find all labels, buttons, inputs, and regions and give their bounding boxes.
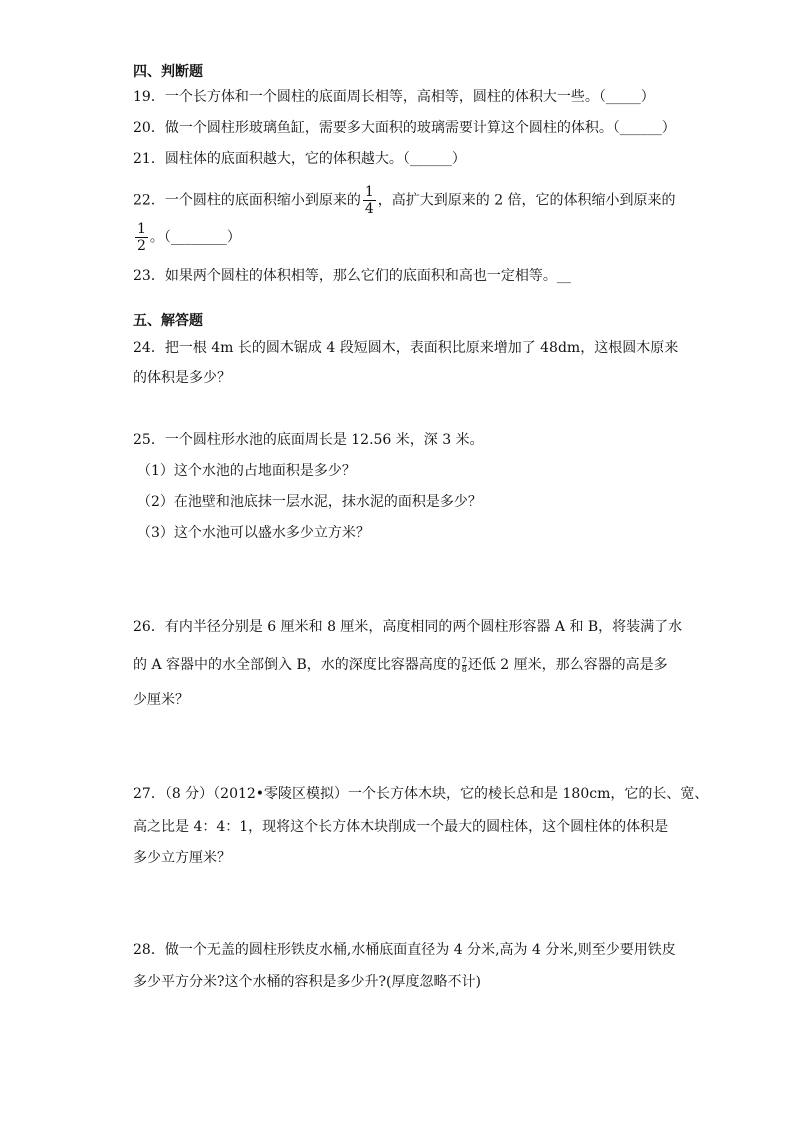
question-22-line1 — [133, 185, 676, 216]
fraction-numerator: 7 — [461, 655, 467, 665]
fraction-denominator: 4 — [364, 201, 374, 217]
section-5-title: 五、解答题 — [133, 313, 203, 329]
question-23: 23．如果两个圆柱的体积相等，那么它们的底面积和高也一定相等。__ — [133, 268, 571, 284]
fraction-seven-eighths — [462, 657, 467, 674]
question-22-text-a: 22．一个圆柱的底面积缩小到原来的 — [133, 192, 361, 209]
fraction-one-half — [135, 222, 148, 253]
fraction-numerator: 1 — [364, 184, 374, 200]
question-28-line1: 28．做一个无盖的圆柱形铁皮水桶,水桶底面直径为 4 分米,高为 4 分米,则至少要用铁皮 — [133, 942, 676, 958]
question-26-line1: 26．有内半径分别是 6 厘米和 8 厘米，高度相同的两个圆柱形容器 A 和 B，将装满了水 — [133, 619, 683, 635]
question-26-text-a: 的 A 容器中的水全部倒入 B，水的深度比容器高度的 — [133, 657, 461, 673]
question-21: 21．圆柱体的底面积越大，它的体积越大。（______） — [133, 151, 466, 167]
question-22-text-c: 。（________） — [149, 229, 241, 246]
question-25-sub2: （2）在池壁和池底抹一层水泥，抹水泥的面积是多少？ — [137, 494, 482, 510]
fraction-one-quarter — [363, 185, 376, 216]
question-25-sub1: （1）这个水池的占地面积是多少？ — [137, 463, 356, 479]
question-19: 19．一个长方体和一个圆柱的底面周长相等，高相等，圆柱的体积大一些。（_____） — [133, 89, 655, 105]
question-24-line2: 的体积是多少？ — [133, 370, 231, 386]
question-25-sub3: （3）这个水池可以盛水多少立方米？ — [137, 525, 370, 541]
question-26-line3: 少厘米？ — [133, 692, 189, 708]
question-27-line2: 高之比是 4：4：1，现将这个长方体木块削成一个最大的圆柱体，这个圆柱体的体积是 — [133, 819, 669, 835]
question-26-text-b: 还低 2 厘米，那么容器的高是多 — [467, 657, 668, 673]
question-27-line1: 27．（8 分）（2012•零陵区模拟）一个长方体木块，它的棱长总和是 180cm，它的长、宽、 — [133, 786, 709, 802]
question-24-line1: 24．把一根 4m 长的圆木锯成 4 段短圆木，表面积比原来增加了 48dm，这根圆木原来 — [133, 340, 679, 356]
fraction-denominator: 2 — [137, 238, 146, 254]
question-26-line2 — [133, 655, 668, 675]
section-4-title: 四、判断题 — [133, 64, 203, 80]
question-27-line3: 多少立方厘米？ — [133, 850, 231, 866]
question-28-line2: 多少平方分米?这个水桶的容积是多少升?(厚度忽略不计) — [133, 974, 481, 990]
question-20: 20．做一个圆柱形玻璃鱼缸，需要多大面积的玻璃需要计算这个圆柱的体积。（______） — [133, 120, 676, 136]
fraction-denominator: 8 — [461, 664, 467, 674]
question-22-text-b: ，高扩大到原来的 2 倍，它的体积缩小到原来的 — [377, 192, 676, 209]
fraction-numerator: 1 — [137, 221, 146, 237]
question-22-line2 — [133, 222, 241, 253]
question-25-line1: 25．一个圆柱形水池的底面周长是 12.56 米，深 3 米。 — [133, 432, 484, 448]
